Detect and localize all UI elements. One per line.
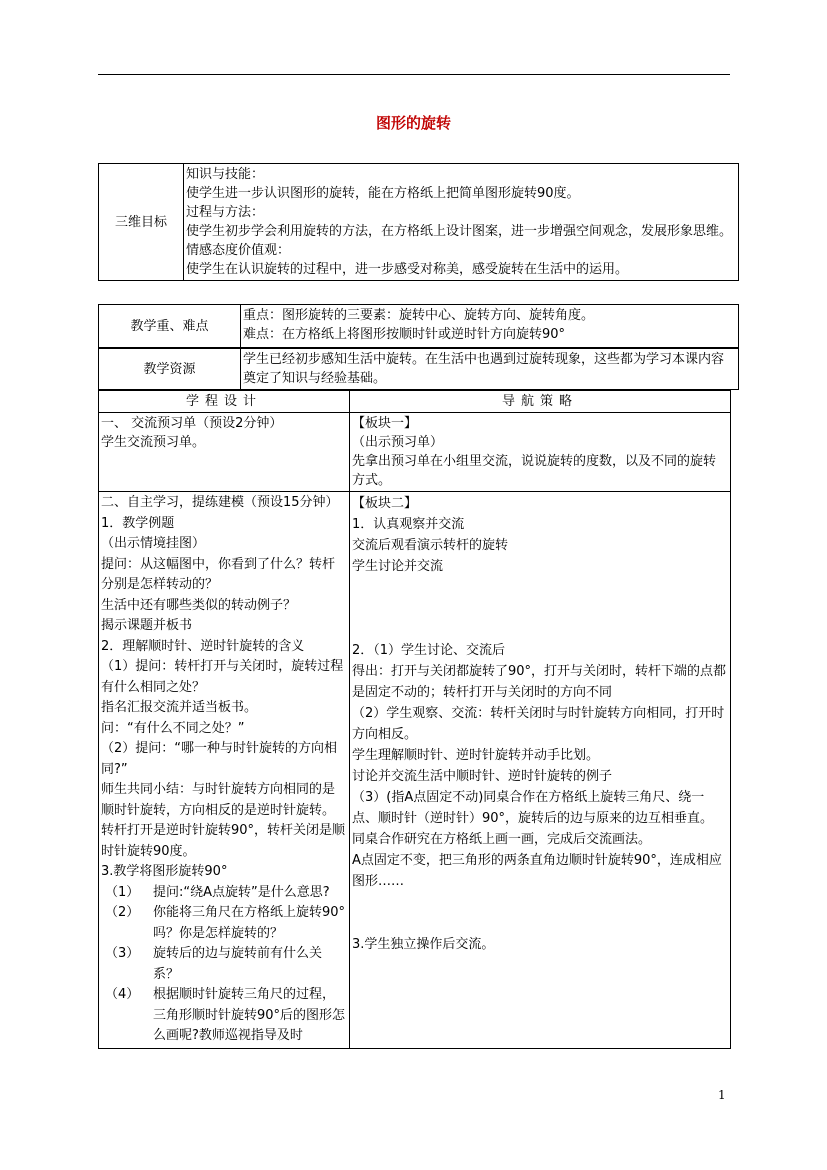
section1-left-line: 一、 交流预习单（预设2分钟）: [101, 416, 283, 431]
section1-right-line: 【板块一】: [352, 416, 418, 431]
numbered-item-text: 你能将三角尺在方格纸上旋转90°吗？你是怎样旋转的？: [153, 905, 346, 941]
process-table: [98, 390, 731, 1049]
numbered-item-text: 提问:“绕A点旋转”是什么意思?: [153, 884, 330, 900]
numbered-item-index: （2）: [105, 905, 140, 920]
keypoint-line: 重点：图形旋转的三要素：旋转中心、旋转方向、旋转角度。: [243, 308, 595, 323]
numbered-item: [101, 903, 347, 944]
section2-right-line: 学生理解顺时针、逆时针旋转并动手比划。: [352, 748, 600, 763]
spacer: [352, 913, 728, 934]
section2-left-line: （出示情境挂图）: [101, 536, 206, 551]
section2-left-line: 二、自主学习，提练建模（预设15分钟）: [101, 495, 339, 510]
section2-right-line: （2）学生观察、交流：转杆关闭时与时针旋转方向相同，打开时方向相反。: [352, 706, 725, 742]
section1-left-line: 学生交流预习单。: [101, 435, 206, 450]
section2-left-line: 提问：从这幅图中，你看到了什么？转杆分别是怎样转动的？: [101, 556, 336, 592]
section2-right-line: （3）(指A点固定不动)同桌合作在方格纸上旋转三角尺、绕一点、顺时针（逆时针）90°，旋转后的边与原来的边互相垂直。: [352, 790, 714, 826]
spacer: [352, 598, 728, 619]
numbered-item: [101, 985, 347, 1047]
numbered-item: [101, 944, 347, 985]
numbered-item-index: （3）: [105, 946, 140, 961]
section2-right-line: 1．认真观察并交流: [352, 517, 465, 532]
section2-left-line: 3.教学将图形旋转90°: [101, 864, 228, 879]
section2-right-line: 同桌合作研究在方格纸上画一画，完成后交流画法。: [352, 832, 652, 847]
goals-label: 三维目标: [99, 164, 184, 281]
goals-line: 使学生在认识旋转的过程中，进一步感受对称美，感受旋转在生活中的运用。: [186, 262, 629, 277]
section2-left-line: （2）提问：“哪一种与时针旋转的方向相同?”: [101, 741, 338, 777]
keypoints-table: [98, 304, 739, 348]
section1-right-line: 先拿出预习单在小组里交流，说说旋转的度数，以及不同的旋转方式。: [352, 454, 717, 488]
spacer: [352, 577, 728, 598]
section2-left-line: 问：“有什么不同之处？”: [101, 720, 245, 736]
section2-right-line: 2．（1）学生讨论、交流后: [352, 643, 506, 658]
section2-left-line: 师生共同小结：与时针旋转方向相同的是顺时针旋转，方向相反的是逆时针旋转。转杆打开是逆时针旋转90°，转杆关闭是顺时针旋转90度。: [101, 782, 346, 859]
resources-label: 教学资源: [99, 349, 241, 390]
goals-line: 使学生进一步认识图形的旋转，能在方格纸上把简单图形旋转90度。: [186, 186, 580, 201]
section2-right: [350, 492, 731, 1049]
numbered-item-index: （4）: [105, 987, 140, 1002]
section1-right-line: （出示预习单）: [352, 435, 444, 450]
header-rule: [98, 74, 730, 75]
goals-content: [184, 164, 739, 281]
section2-left-line: 1．教学例题: [101, 515, 175, 531]
goals-table: [98, 163, 739, 281]
section2-right-line: 得出：打开与关闭都旋转了90°，打开与关闭时，转杆下端的点都是固定不动的；转杆打开与关闭时的方向不同: [352, 664, 727, 700]
page-number: 1: [718, 1088, 726, 1102]
goals-line: 使学生初步学会利用旋转的方法，在方格纸上设计图案，进一步增强空间观念，发展形象思维。: [186, 224, 733, 239]
section2-right-line: 讨论并交流生活中顺时针、逆时针旋转的例子: [352, 769, 613, 784]
resources-table: [98, 348, 739, 390]
numbered-item-text: 旋转后的边与旋转前有什么关系？: [153, 946, 323, 982]
spacer: [352, 892, 728, 913]
numbered-item: [101, 883, 347, 904]
numbered-item-index: （1）: [105, 884, 140, 900]
numbered-item-text: 根据顺时针旋转三角尺的过程，三角形顺时针旋转90°后的图形怎么画呢?教师巡视指导及时: [153, 987, 346, 1043]
section2-right-line: 学生讨论并交流: [352, 559, 444, 574]
section1-right: [350, 413, 731, 492]
header-right: 导航策略: [350, 391, 731, 413]
section2-left-line: 2．理解顺时针、逆时针旋转的含义: [101, 638, 305, 654]
page-title: 图形的旋转: [375, 114, 451, 132]
section2-left-line: （1）提问：转杆打开与关闭时，旋转过程有什么相同之处？: [101, 659, 344, 695]
goals-line: 过程与方法：: [186, 205, 265, 220]
section2-right-line: 【板块二】: [352, 496, 418, 511]
section2-right-line: 3.学生独立操作后交流。: [352, 937, 495, 952]
goals-line: 知识与技能：: [186, 167, 265, 182]
spacer: [352, 619, 728, 640]
keypoints-label: 教学重、难点: [99, 305, 241, 348]
section2-left-line: 指名汇报交流并适当板书。: [101, 700, 258, 715]
section2-left-line: 生活中还有哪些类似的转动例子？: [101, 597, 297, 613]
resources-text: 学生已经初步感知生活中旋转。在生活中也遇到过旋转现象，这些都为学习本课内容奠定了知识与经验基础。: [241, 349, 739, 390]
section1-left: [99, 413, 350, 492]
header-left: 学程设计: [99, 391, 350, 413]
keypoint-line: 难点：在方格纸上将图形按顺时针或逆时针方向旋转90°: [243, 327, 566, 342]
section2-left-line: 揭示课题并板书: [101, 618, 193, 633]
section2-left: [99, 492, 350, 1049]
section2-right-line: A点固定不变，把三角形的两条直角边顺时针旋转90°，连成相应图形……: [352, 853, 722, 889]
goals-line: 情感态度价值观：: [186, 243, 291, 258]
section2-right-line: 交流后观看演示转杆的旋转: [352, 538, 509, 553]
keypoints-content: [241, 305, 739, 348]
